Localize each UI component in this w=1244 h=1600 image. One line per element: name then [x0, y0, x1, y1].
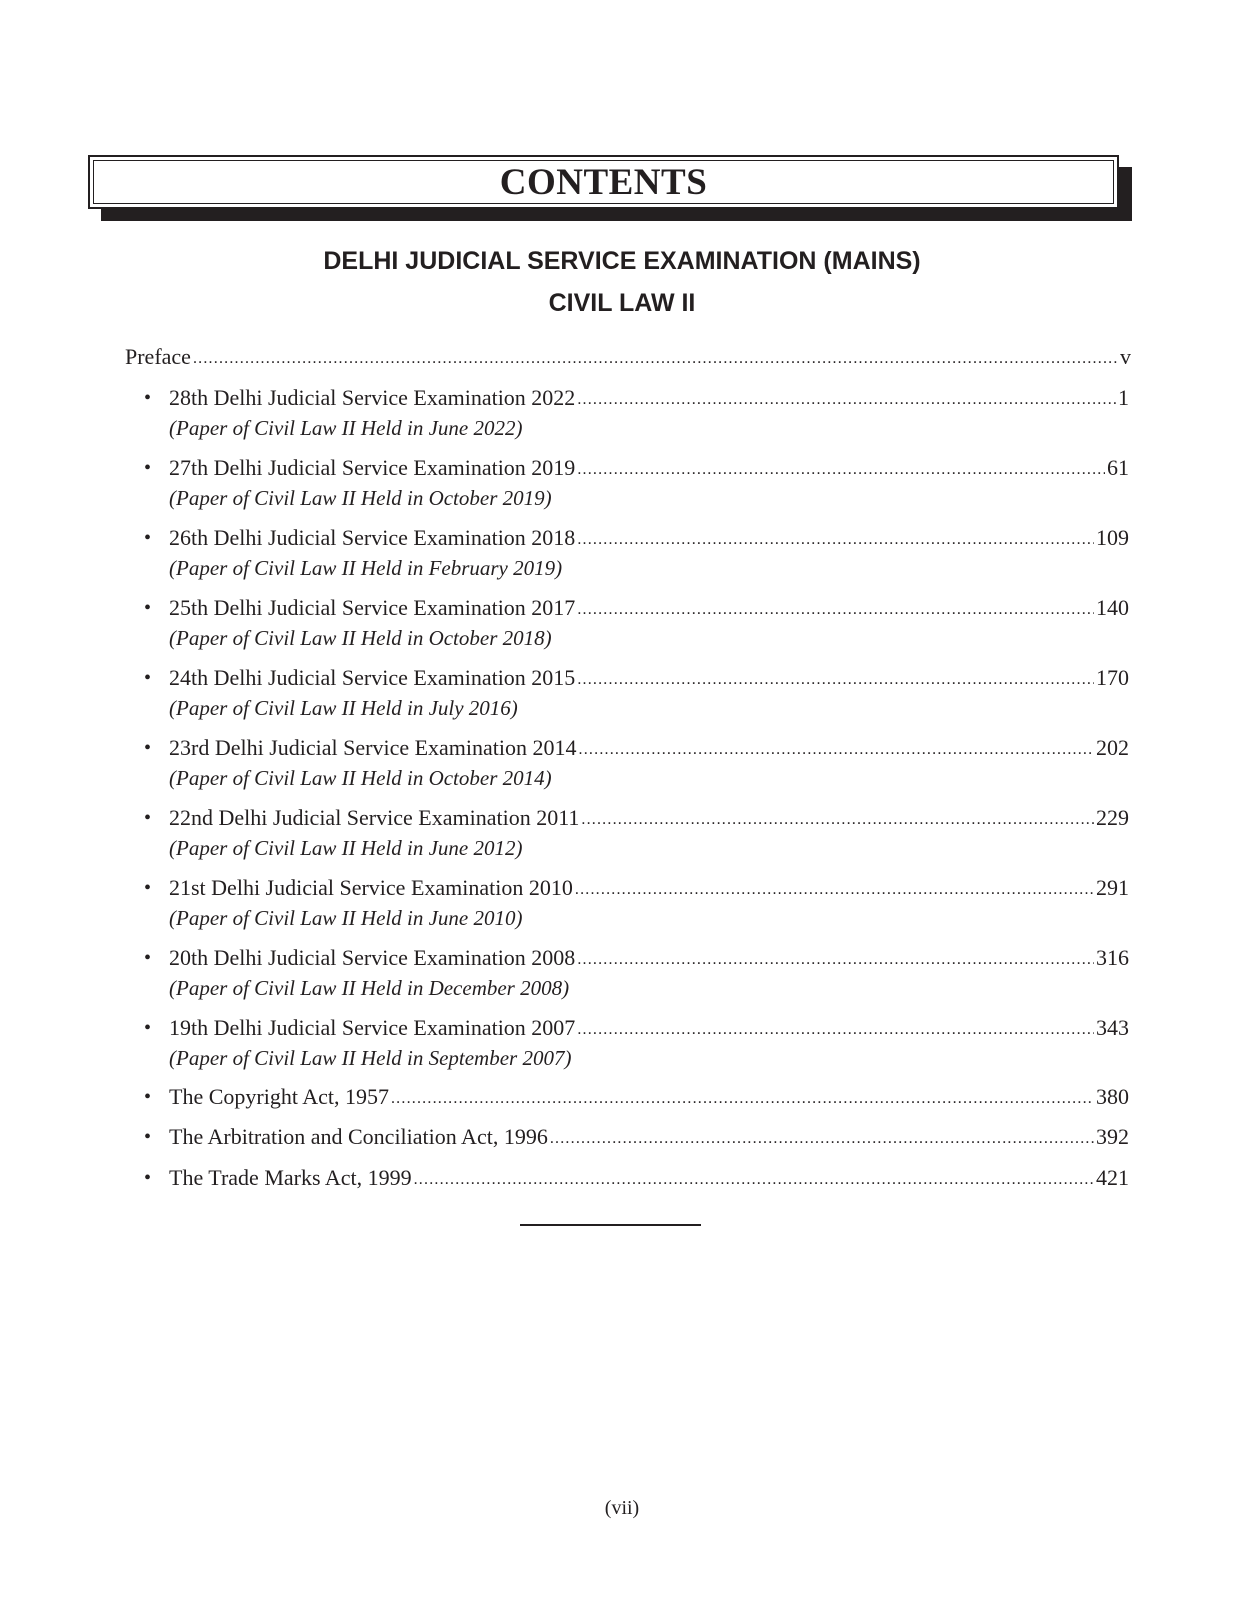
toc-page-number: 61 [1107, 455, 1129, 480]
dot-leader [577, 454, 1105, 480]
dot-leader [575, 874, 1094, 900]
paren-open: ( [169, 766, 176, 790]
bullet-icon: • [144, 1167, 152, 1189]
dot-leader [577, 1014, 1094, 1040]
paren-close: ) [555, 556, 563, 580]
paren-open: ( [169, 906, 176, 930]
toc-entry[interactable] [169, 385, 1129, 411]
bullet-icon: • [144, 947, 152, 969]
toc-page-number: 202 [1096, 735, 1129, 760]
bullet-icon: • [144, 667, 152, 689]
page-number-footer: (vii) [604, 1497, 640, 1519]
toc-entry[interactable] [169, 595, 1129, 621]
title-box-frame [88, 155, 1119, 209]
toc-entry-subtitle [169, 485, 552, 511]
subtitle-text: Paper of Civil Law II Held in June 2022 [176, 416, 516, 440]
toc-entry-subtitle [169, 695, 518, 721]
toc-entry-label: 27th Delhi Judicial Service Examination 2019 [169, 455, 576, 480]
paren-close: ) [515, 836, 523, 860]
dot-leader [577, 664, 1094, 690]
toc-entry[interactable] [169, 735, 1129, 761]
page-title: CONTENTS [499, 161, 708, 203]
dot-leader [581, 804, 1094, 830]
dot-leader [577, 944, 1094, 970]
toc-page-number: 170 [1096, 665, 1129, 690]
dot-leader [414, 1164, 1094, 1190]
toc-page-number: 316 [1096, 945, 1129, 970]
toc-entry-label: 26th Delhi Judicial Service Examination 2018 [169, 525, 576, 550]
toc-entry-subtitle [169, 975, 569, 1001]
toc-entry[interactable] [169, 875, 1129, 901]
dot-leader [550, 1123, 1094, 1149]
subtitle-text: Paper of Civil Law II Held in October 2019 [176, 486, 545, 510]
paren-open: ( [169, 416, 176, 440]
toc-entry-label: 23rd Delhi Judicial Service Examination 2014 [169, 735, 577, 760]
exam-heading: DELHI JUDICIAL SERVICE EXAMINATION (MAINS) [323, 247, 921, 275]
paren-close: ) [544, 766, 552, 790]
toc-entry-subtitle [169, 765, 552, 791]
subtitle-text: Paper of Civil Law II Held in October 2014 [176, 766, 545, 790]
dot-leader [577, 594, 1094, 620]
toc-entry-label: Preface [125, 344, 191, 369]
dot-leader [193, 343, 1118, 369]
toc-entry[interactable] [169, 665, 1129, 691]
toc-entry-label: 19th Delhi Judicial Service Examination 2007 [169, 1015, 576, 1040]
subtitle-text: Paper of Civil Law II Held in June 2012 [176, 836, 516, 860]
bullet-icon: • [144, 1017, 152, 1039]
dot-leader [579, 734, 1094, 760]
paren-close: ) [544, 486, 552, 510]
toc-page-number: 140 [1096, 595, 1129, 620]
paren-close: ) [510, 696, 518, 720]
paren-close: ) [564, 1046, 572, 1070]
toc-entry-label: 22nd Delhi Judicial Service Examination 2011 [169, 805, 580, 830]
contents-title-box [88, 155, 1132, 221]
dot-leader [577, 524, 1094, 550]
toc-page-number: 291 [1096, 875, 1129, 900]
toc-entry[interactable] [169, 525, 1129, 551]
paren-open: ( [169, 976, 176, 1000]
toc-entry[interactable] [169, 455, 1129, 481]
toc-entry[interactable] [169, 945, 1129, 971]
toc-page-number: v [1120, 344, 1131, 369]
paren-open: ( [169, 486, 176, 510]
bullet-icon: • [144, 807, 152, 829]
toc-entry-subtitle [169, 905, 522, 931]
paren-close: ) [515, 906, 523, 930]
paren-open: ( [169, 696, 176, 720]
bullet-icon: • [144, 457, 152, 479]
bullet-icon: • [144, 387, 152, 409]
paren-open: ( [169, 1046, 176, 1070]
toc-page-number: 1 [1118, 385, 1129, 410]
bullet-icon: • [144, 597, 152, 619]
toc-page-number: 229 [1096, 805, 1129, 830]
paren-close: ) [515, 416, 523, 440]
subtitle-text: Paper of Civil Law II Held in October 2018 [176, 626, 545, 650]
toc-entry-subtitle [169, 1045, 571, 1071]
toc-entry-label: The Arbitration and Conciliation Act, 1996 [169, 1124, 548, 1149]
toc-entry-subtitle [169, 835, 522, 861]
paren-open: ( [169, 556, 176, 580]
paren-open: ( [169, 836, 176, 860]
toc-entry[interactable] [169, 805, 1129, 831]
end-rule-divider [520, 1224, 701, 1226]
toc-entry-act[interactable] [169, 1165, 1129, 1191]
subtitle-text: Paper of Civil Law II Held in June 2010 [176, 906, 516, 930]
toc-entry-label: 20th Delhi Judicial Service Examination 2008 [169, 945, 576, 970]
bullet-icon: • [144, 1126, 152, 1148]
toc-entry[interactable] [169, 1015, 1129, 1041]
toc-entry-label: The Trade Marks Act, 1999 [169, 1165, 412, 1190]
toc-entry-act[interactable] [169, 1124, 1129, 1150]
toc-page-number: 109 [1096, 525, 1129, 550]
subject-heading: CIVIL LAW II [548, 289, 696, 317]
bullet-icon: • [144, 1086, 152, 1108]
bullet-icon: • [144, 877, 152, 899]
subtitle-text: Paper of Civil Law II Held in July 2016 [176, 696, 511, 720]
toc-entry-subtitle [169, 625, 552, 651]
bullet-icon: • [144, 737, 152, 759]
toc-entry-act[interactable] [169, 1084, 1129, 1110]
toc-entry-label: 25th Delhi Judicial Service Examination 2017 [169, 595, 576, 620]
paren-open: ( [169, 626, 176, 650]
subtitle-text: Paper of Civil Law II Held in December 2008 [176, 976, 563, 1000]
toc-page-number: 421 [1096, 1165, 1129, 1190]
subtitle-text: Paper of Civil Law II Held in February 2019 [176, 556, 556, 580]
toc-entry-label: 28th Delhi Judicial Service Examination 2022 [169, 385, 576, 410]
toc-entry-subtitle [169, 415, 522, 441]
bullet-icon: • [144, 527, 152, 549]
toc-entry-label: 21st Delhi Judicial Service Examination 2010 [169, 875, 573, 900]
paren-close: ) [562, 976, 570, 1000]
toc-page-number: 343 [1096, 1015, 1129, 1040]
dot-leader [577, 384, 1116, 410]
toc-entry-preface[interactable] [125, 344, 1131, 370]
paren-close: ) [544, 626, 552, 650]
toc-page-number: 380 [1096, 1084, 1129, 1109]
subtitle-text: Paper of Civil Law II Held in September 2007 [176, 1046, 565, 1070]
dot-leader [391, 1083, 1094, 1109]
toc-page-number: 392 [1096, 1124, 1129, 1149]
toc-entry-subtitle [169, 555, 562, 581]
toc-entry-label: 24th Delhi Judicial Service Examination 2015 [169, 665, 576, 690]
toc-entry-label: The Copyright Act, 1957 [169, 1084, 389, 1109]
